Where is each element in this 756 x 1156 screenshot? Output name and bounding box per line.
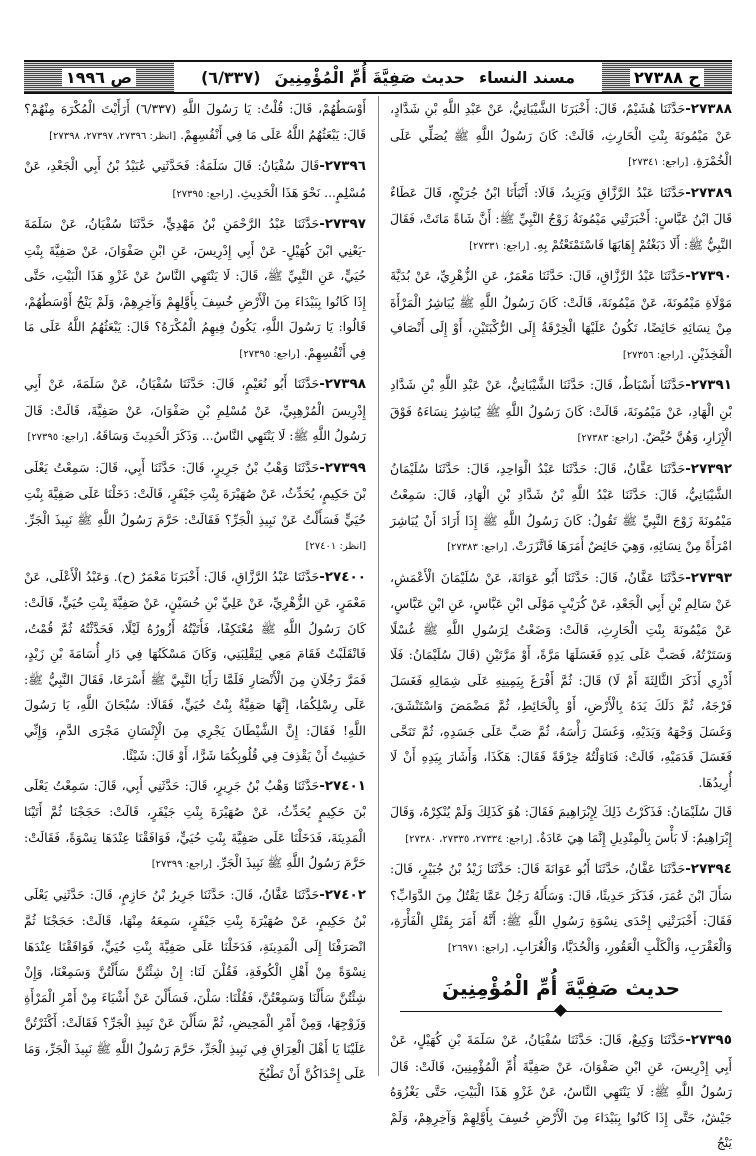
hadith-text: حَدَّثَنَا أَبُو نُعَيْمٍ، قَالَ: حَدَّثَنَا سُفْيَانُ، عَنْ سَلَمَةَ، عَنْ أَبِي إِدْرِيسَ الْمُرْهِبِيِّ، عَنْ مُسْلِمِ بْنِ صَفْوَانَ، عَنْ صَفِيَّةَ، قَالَتْ: قَالَ رَسُولُ اللَّهِ ﷺ: لَا يَنْتَهِي النَّاسُ... وَذَكَرَ الْحَدِيثَ وَسَاقَهُ. xyxy=(24,376,366,443)
hadith-entry xyxy=(24,773,366,878)
cross-reference: [راجع: ٢٧٣٣٤، ٢٧٣٣٥، ٢٧٣٨٠] xyxy=(405,833,533,845)
hadith-entry xyxy=(24,96,366,149)
hadith-text: حَدَّثَنَا عَبْدُ الرَّحْمَنِ بْنُ مَهْدِيٍّ، حَدَّثَنَا سُفْيَانُ، عَنْ سَلَمَةَ -يَعْنِي ابْنَ كُهَيْلٍ- عَنْ أَبِي إِدْرِيسَ، عَنِ ابْنِ صَفْوَانَ، عَنْ صَفِيَّةَ بِنْتِ حُيَيٍّ، عَنِ النَّبِيِّ ﷺ، قَالَ: لَا يَنْتَهِي النَّاسُ عَنْ غَزْوِ هَذَا الْبَيْتِ، حَتَّى إِذَا كَانُوا بِبَيْدَاءَ مِنَ الْأَرْضِ خُسِفَ بِأَوَّلِهِمْ وَآخِرِهِمْ، وَلَمْ يَنْجُ أَوْسَطُهُمْ، قَالُوا: يَا رَسُولَ اللَّهِ، يَكُونُ فِيهِمُ الْمُكْرَهُ؟ قَالَ: يَبْعَثُهُمُ اللَّهُ عَلَى مَا فِي أَنْفُسِهِمْ. xyxy=(24,216,366,360)
header-musnad: مسند النساء xyxy=(478,67,576,87)
cross-reference: [راجع: ٢٧٣٩٥] xyxy=(172,188,233,200)
header-hadith-title: حديث صَفِيَّةَ أُمِّ الْمُؤْمِنِينَ xyxy=(274,67,465,87)
hadith-entry xyxy=(24,564,366,769)
hadith-entry xyxy=(390,372,732,452)
hadith-text: حَدَّثَنَا وَهْبُ بْنُ جَرِيرٍ، قَالَ: حَدَّثَنِي أَبِي، قَالَ: سَمِعْتُ يَعْلَى بْنَ حَكِيمٍ يُحَدِّثُ، عَنْ صُهَيْرَةَ بِنْتِ جَيْفَرٍ، قَالَتْ: حَجَجْنَا ثُمَّ أَتَيْنَا الْمَدِينَةَ، فَدَخَلْنَا عَلَى صَفِيَّةَ بِنْتِ حُيَيٍّ، فَوَافَقْنَا عِنْدَهَا نِسْوَةً، فَقَالَتْ: حَرَّمَ رَسُولُ اللَّهِ ﷺ نَبِيذَ الْجَرِّ. xyxy=(24,777,366,870)
cross-reference: [راجع: ٢٧٣٤١] xyxy=(628,157,689,168)
header-hadith-number-cell xyxy=(602,62,732,92)
hadith-number: ٢٧٣٩١- xyxy=(685,377,732,393)
cross-reference: [راجع: ٢٧٣٨٣] xyxy=(577,433,638,444)
hadith-text: قَالَ سُفْيَانُ: قَالَ سَلَمَةُ: فَحَدَّثَنِي عُبَيْدُ بْنُ أَبِي الْجَعْدِ، عَنْ مُسْلِمٍ... نَحْوَ هَذَا الْحَدِيثِ. xyxy=(24,158,366,200)
hadith-number: ٢٧٣٨٩- xyxy=(685,184,732,201)
hadith-text: أَوْسَطُهُمْ، قَالَ: قُلْتُ: يَا رَسُولَ اللَّهِ (٦/٣٣٧) أَرَأَيْتَ الْمُكْرَهَ مِنْهُمْ؟ قَالَ: يَبْعَثُهُمُ اللَّهُ عَلَى مَا فِي أَنْفُسِهِمْ. xyxy=(24,101,366,142)
hadith-entry xyxy=(390,263,732,368)
cross-reference: [انظر: ٢٧٤٠١] xyxy=(305,541,366,552)
cross-reference: [راجع: ٢٧٣٩٥] xyxy=(27,432,88,443)
hadith-entry xyxy=(24,455,366,560)
title-ornament xyxy=(400,1005,722,1019)
hadith-entry xyxy=(24,153,366,207)
hadith-text: حَدَّثَنَا عَفَّانُ، قَالَ: حَدَّثَنَا عَبْدُ الْوَاحِدِ، قَالَ: حَدَّثَنَا سُلَيْمَانُ الشَّيْبَانِيُّ، قَالَ: حَدَّثَنَا عَبْدُ اللَّهِ بْنُ شَدَّادِ بْنِ الْهَادِ، قَالَ: سَمِعْتُ مَيْمُونَةَ زَوْجَ النَّبِيِّ ﷺ تَقُولُ: كَانَ رَسُولُ اللَّهِ ﷺ إِذَا أَرَادَ أَنْ يُبَاشِرَ امْرَأَةً مِنْ نِسَائِهِ، وَهِيَ حَائِضٌ أَمَرَهَا فَاتَّزَرَتْ. xyxy=(390,460,732,553)
hadith-text: حَدَّثَنَا هُشَيْمٌ، قَالَ: أَخْبَرَنَا الشَّيْبَانِيُّ، عَنْ عَبْدِ اللَّهِ بْنِ شَدَّادٍ، عَنْ مَيْمُونَةَ بِنْتِ الْحَارِثِ، قَالَتْ: كَانَ رَسُولُ اللَّهِ ﷺ يُصَلِّي عَلَى الْخُمْرَةِ. xyxy=(390,101,732,168)
hadith-text: حَدَّثَنَا أَسْبَاطٌ، قَالَ: حَدَّثَنَا الشَّيْبَانِيُّ، عَنْ عَبْدِ اللَّهِ بْنِ شَدَّادِ بْنِ الْهَادِ، عَنْ مَيْمُونَةَ، قَالَتْ: كَانَ رَسُولُ اللَّهِ ﷺ يُبَاشِرُ نِسَاءَهُ فَوْقَ الْإِزَارِ، وَهُنَّ حُيَّضٌ. xyxy=(390,377,732,444)
hadith-text: حَدَّثَنَا وَكِيعٌ، قَالَ: حَدَّثَنَا سُفْيَانُ، عَنْ سَلَمَةَ بْنِ كُهَيْلٍ، عَنْ أَبِي إِدْرِيسَ، عَنِ ابْنِ صَفْوَانَ، عَنْ صَفِيَّةَ أُمِّ الْمُؤْمِنِينَ، قَالَتْ: قَالَ رَسُولُ اللَّهِ ﷺ: لَا يَنْتَهِي النَّاسُ، عَنْ غَزْوِ هَذَا الْبَيْتِ، حَتَّى يَغْزُوَهُ جَيْشٌ، حَتَّى إِذَا كَانُوا بِبَيْدَاءَ مِنَ الْأَرْضِ خُسِفَ بِأَوَّلِهِمْ وَآخِرِهِمْ، وَلَمْ يَنْجُ xyxy=(390,1032,732,1150)
hadith-entry xyxy=(390,856,732,961)
left-column xyxy=(24,96,366,1081)
hadith-entry xyxy=(24,371,366,451)
hadith-number: ٢٧٣٩٠- xyxy=(685,268,732,284)
diamond-ornament-icon xyxy=(554,1004,567,1017)
hadith-text: حَدَّثَنَا عَبْدُ الرَّزَّاقِ وَيَزِيدُ، قَالَا: أَنْبَأَنَا ابْنُ جُرَيْجٍ، قَالَ عَطَاءٌ قَالَ ابْنُ عَبَّاسٍ: أَخْبَرَتْنِي مَيْمُونَةُ زَوْجُ النَّبِيِّ ﷺ: أَنَّ شَاةً مَاتَتْ، فَقَالَ النَّبِيُّ ﷺ: أَلَا دَبَغْتُمْ إِهَابَهَا فَاسْتَمْتَعْتُمْ بِهِ. xyxy=(390,184,732,252)
hadith-number: ٢٧٣٩٣- xyxy=(685,569,732,586)
right-column xyxy=(390,96,732,1150)
cross-reference: [راجع: ٢٧٣٨٣] xyxy=(447,542,508,553)
hadith-text: حَدَّثَنَا وَهْبُ بْنُ جَرِيرٍ، قَالَ: حَدَّثَنَا أَبِي، قَالَ: سَمِعْتُ يَعْلَى بْنَ حَكِيمٍ، يُحَدِّثُ، عَنْ صُهَيْرَةَ بِنْتِ جَيْفَرٍ، قَالَتْ: دَخَلْنَا عَلَى صَفِيَّةَ بِنْتِ حُيَيٍّ فَسَأَلْتُ عَنْ نَبِيذِ الْجَرِّ؟ فَقَالَتْ: حَرَّمَ رَسُولُ اللَّهِ ﷺ نَبِيذَ الْجَرِّ. xyxy=(24,459,366,527)
cross-reference: [راجع: ٢٧٣٩٥] xyxy=(239,348,300,360)
text-columns xyxy=(24,96,732,1150)
hadith-entry xyxy=(24,211,366,367)
cross-reference: [راجع: ٢٧٣٩٩] xyxy=(151,859,213,870)
hadith-number: ٢٧٣٩٢- xyxy=(685,460,732,477)
hadith-entry xyxy=(390,180,732,260)
hadith-number: ٢٧٣٩٩- xyxy=(319,459,366,476)
header-hadith-number: ح ٢٧٣٨٨ xyxy=(630,68,704,87)
hadith-entry xyxy=(390,1027,732,1156)
cross-reference: [راجع: ٢٧٣٥٦] xyxy=(622,349,684,361)
hadith-number: ٢٧٣٩٥- xyxy=(685,1032,732,1048)
cross-reference: [راجع: ٢٦٩٧١] xyxy=(447,942,509,954)
hadith-number: ٢٧٣٩٧- xyxy=(319,216,366,232)
header-page-number: ص ١٩٩٦ xyxy=(62,68,136,87)
hadith-number: ٢٧٤٠٠- xyxy=(319,568,366,585)
hadith-text: حَدَّثَنَا عَبْدُ الرَّزَّاقِ، قَالَ: حَدَّثَنَا مَعْمَرٌ، عَنِ الزُّهْرِيِّ، عَنْ بُدَيَّةَ مَوْلَاةِ مَيْمُونَةَ، عَنْ مَيْمُونَةَ، قَالَتْ: كَانَ رَسُولُ اللَّهِ ﷺ يُبَاشِرُ الْمَرْأَةَ مِنْ نِسَائِهِ حَائِضًا، تَكُونُ عَلَيْهَا الْخِرْقَةُ إِلَى الرُّكْبَتَيْنِ، أَوْ إِلَى أَنْصَافِ الْفَخِذَيْنِ. xyxy=(390,268,732,361)
hadith-number: ٢٧٤٠٢- xyxy=(319,886,366,903)
header-page-number-cell xyxy=(24,62,174,92)
hadith-entry xyxy=(390,565,732,796)
section-title: حديث صَفِيَّةَ أُمِّ الْمُؤْمِنِينَ xyxy=(441,976,681,1000)
hadith-number: ٢٧٣٩٦- xyxy=(319,158,366,174)
hadith-text: حَدَّثَنَا عَفَّانُ، قَالَ: حَدَّثَنَا أَبُو عَوَانَةَ، عَنْ سُلَيْمَانَ الْأَعْمَشِ، عَنْ سَالِمِ بْنِ أَبِي الْجَعْدِ، عَنْ كُرَيْبٍ مَوْلَى ابْنِ عَبَّاسٍ، عَنِ ابْنِ عَبَّاسٍ، عَنْ مَيْمُونَةَ بِنْتِ الْحَارِثِ، قَالَتْ: وَضَعْتُ لِرَسُولِ اللَّهِ ﷺ غُسْلًا وَسَتَرْتُهُ، فَصَبَّ عَلَى يَدِهِ فَغَسَلَهَا مَرَّةً، أَوْ مَرَّتَيْنِ (قَالَ سُلَيْمَانُ: فَلَا أَدْرِي أَذَكَرَ الثَّالِثَةَ أَمْ لَا) قَالَ: ثُمَّ أَفْرَغَ بِيَمِينِهِ عَلَى شِمَالِهِ فَغَسَلَ فَرْجَهُ، ثُمَّ دَلَكَ يَدَهُ بِالْأَرْضِ، أَوْ بِالْحَائِطِ، ثُمَّ مَضْمَضَ وَاسْتَنْشَقَ، وَغَسَلَ وَجْهَهُ وَيَدَيْهِ، وَغَسَلَ رَأْسَهُ، ثُمَّ صَبَّ عَلَى جَسَدِهِ، ثُمَّ تَنَحَّى فَغَسَلَ قَدَمَيْهِ، قَالَتْ: فَنَاوَلْتُهُ خِرْقَةً فَقَالَ: هَكَذَا، وَأَشَارَ بِيَدِهِ أَنْ لَا أُرِيدُهَا. xyxy=(390,569,732,790)
header-title-cell xyxy=(174,62,602,92)
hadith-text: حَدَّثَنَا عَفَّانُ، حَدَّثَنَا أَبُو عَوَانَةَ قَالَ: حَدَّثَنَا زَيْدُ بْنُ جُبَيْرٍ، قَالَ: سَأَلَ ابْنَ عُمَرَ، فَذَكَرَ حَدِيثًا، قَالَ: وَسَأَلَهُ رَجُلٌ عَمَّا يَقْتُلُ مِنَ الدَّوَابِّ؟ فَقَالَ: أَخْبَرَتْنِي إِحْدَى نِسْوَةِ رَسُولِ اللَّهِ ﷺ: أَنَّهُ أَمَرَ بِقَتْلِ الْفَأْرَةِ، وَالْعَقْرَبِ، وَالْكَلْبِ الْعَقُورِ، وَالْحُدَيَّا، وَالْغُرَابِ. xyxy=(390,861,732,954)
hadith-text: حَدَّثَنَا عَبْدُ الرَّزَّاقِ، قَالَ: أَخْبَرَنَا مَعْمَرٌ (ح). وَعَبْدُ الْأَعْلَى، عَنْ مَعْمَرٍ، عَنِ الزُّهْرِيِّ، عَنْ عَلِيِّ بْنِ حُسَيْنٍ، عَنْ صَفِيَّةَ بِنْتِ حُيَيٍّ، قَالَتْ: كَانَ رَسُولُ اللَّهِ ﷺ مُعْتَكِفًا، فَأَتَيْتُهُ أَزُورُهُ لَيْلًا، فَحَدَّثْتُهُ ثُمَّ قُمْتُ، فَانْقَلَبْتُ فَقَامَ مَعِي لِيَقْلِبَنِي، وَكَانَ مَسْكَنُهَا فِي دَارِ أُسَامَةَ بْنِ زَيْدٍ، فَمَرَّ رَجُلَانِ مِنَ الْأَنْصَارِ فَلَمَّا رَأَيَا النَّبِيَّ ﷺ أَسْرَعَا، فَقَالَ النَّبِيُّ ﷺ: عَلَى رِسْلِكُمَا، إِنَّهَا صَفِيَّةُ بِنْتُ حُيَيٍّ، فَقَالَا: سُبْحَانَ اللَّهِ، يَا رَسُولَ اللَّهِ! فَقَالَ: إِنَّ الشَّيْطَانَ يَجْرِي مِنَ الْإِنْسَانِ مَجْرَى الدَّمِ، وَإِنِّي خَشِيتُ أَنْ يَقْذِفَ فِي قُلُوبِكُمَا شَرًّا، أَوْ قَالَ: شَيْئًا. xyxy=(24,568,366,763)
hadith-number: ٢٧٣٨٨- xyxy=(685,101,732,117)
hadith-entry xyxy=(390,96,732,176)
running-header xyxy=(24,60,732,94)
hadith-entry xyxy=(390,799,732,852)
hadith-number: ٢٧٤٠١- xyxy=(319,777,366,794)
hadith-number: ٢٧٣٩٤- xyxy=(685,861,732,877)
header-volume-page: (٦/٣٣٧) xyxy=(200,67,261,87)
hadith-entry xyxy=(390,456,732,561)
hadith-entry xyxy=(24,882,366,1087)
hadith-number: ٢٧٣٩٨- xyxy=(319,376,366,392)
cross-reference: [انظر: ٢٧٣٩٦، ٢٧٣٩٧، ٢٧٣٩٨] xyxy=(49,130,177,142)
cross-reference: [راجع: ٢٧٣٣١] xyxy=(469,240,530,252)
hadith-text: حَدَّثَنَا عَفَّانُ، قَالَ: حَدَّثَنَا جَرِيرُ بْنُ حَازِمٍ، قَالَ: حَدَّثَنِي يَعْلَى بْنُ حَكِيمٍ، عَنْ صُهَيْرَةَ بِنْتِ جَيْفَرٍ، سَمِعَهُ مِنْهَا، قَالَتْ: حَجَجْنَا ثُمَّ انْصَرَفْنَا إِلَى الْمَدِينَةِ، فَدَخَلْنَا عَلَى صَفِيَّةَ بِنْتِ حُيَيٍّ، فَوَافَقْنَا عِنْدَهَا نِسْوَةً مِنْ أَهْلِ الْكُوفَةِ، فَقُلْنَ لَنَا: إِنْ شِئْتُنَّ سَأَلْتُنَّ وَسَمِعْنَا، وَإِنْ شِئْتُنَّ سَأَلْنَا وَسَمِعْتُنَّ، فَقُلْنَا: سَلْنَ، فَسَأَلْنَ عَنْ أَشْيَاءَ مِنْ أَمْرِ الْمَرْأَةِ وَزَوْجِهَا، وَمِنْ أَمْرِ الْمَحِيضِ، ثُمَّ سَأَلْنَ عَنْ نَبِيذِ الْجَرِّ؟ فَقَالَتْ: أَكْثَرْتُنَّ عَلَيْنَا يَا أَهْلَ الْعِرَاقِ فِي نَبِيذِ الْجَرِّ، حَرَّمَ رَسُولُ اللَّهِ ﷺ نَبِيذَ الْجَرِّ، وَمَا عَلَى إِحْدَاكُنَّ أَنْ تَطْبُخَ xyxy=(24,886,366,1081)
hadith-text: قَالَ سُلَيْمَانُ: فَذَكَرْتُ ذَلِكَ لِإِبْرَاهِيمَ فَقَالَ: هُوَ كَذَلِكَ وَلَمْ يُنْكِرْهُ، وَقَالَ إِبْرَاهِيمُ: لَا بَأْسَ بِالْمِنْدِيلِ إِنَّمَا هِيَ عَادَةٌ. xyxy=(390,804,732,845)
